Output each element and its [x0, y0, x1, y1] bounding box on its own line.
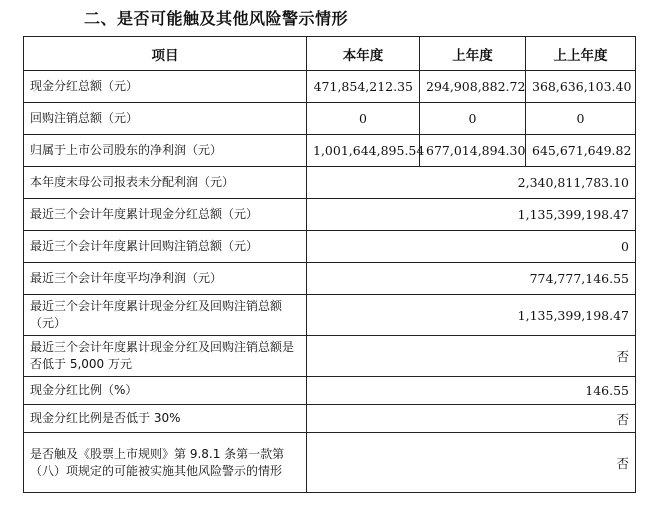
- table-row: [24, 199, 636, 231]
- cell-current-year: 0: [307, 103, 420, 135]
- table-row: [24, 295, 636, 336]
- row-label: 现金分红比例是否低于 30%: [24, 405, 307, 433]
- risk-warning-table: [23, 36, 636, 493]
- row-label: 是否触及《股票上市规则》第 9.8.1 条第一款第（八）项规定的可能被实施其他风险警示的情形: [24, 433, 307, 493]
- cell-current-year: 471,854,212.35: [307, 71, 420, 103]
- header-two-years-ago: 上上年度: [526, 37, 636, 71]
- row-label: 最近三个会计年度累计现金分红及回购注销总额是否低于 5,000 万元: [24, 336, 307, 377]
- table-row: [24, 231, 636, 263]
- table-row: [24, 377, 636, 405]
- row-value: 否: [307, 433, 636, 493]
- table-row: [24, 263, 636, 295]
- row-value: 1,135,399,198.47: [307, 199, 636, 231]
- row-value: 0: [307, 231, 636, 263]
- row-value: 否: [307, 405, 636, 433]
- table-header-row: [24, 37, 636, 71]
- table-row: [24, 405, 636, 433]
- row-label: 现金分红总额（元）: [24, 71, 307, 103]
- header-item: 项目: [24, 37, 307, 71]
- row-value: 774,777,146.55: [307, 263, 636, 295]
- table-row: [24, 135, 636, 167]
- row-label: 归属于上市公司股东的净利润（元）: [24, 135, 307, 167]
- cell-previous-year: 0: [420, 103, 526, 135]
- cell-previous-year: 294,908,882.72: [420, 71, 526, 103]
- row-value: 否: [307, 336, 636, 377]
- row-value: 1,135,399,198.47: [307, 295, 636, 336]
- table-row: [24, 167, 636, 199]
- row-label: 最近三个会计年度累计现金分红总额（元）: [24, 199, 307, 231]
- row-label: 最近三个会计年度平均净利润（元）: [24, 263, 307, 295]
- cell-two-years-ago: 368,636,103.40: [526, 71, 636, 103]
- row-label: 最近三个会计年度累计回购注销总额（元）: [24, 231, 307, 263]
- table-row: [24, 336, 636, 377]
- cell-two-years-ago: 645,671,649.82: [526, 135, 636, 167]
- cell-two-years-ago: 0: [526, 103, 636, 135]
- row-label: 本年度末母公司报表未分配利润（元）: [24, 167, 307, 199]
- header-current-year: 本年度: [307, 37, 420, 71]
- row-label: 回购注销总额（元）: [24, 103, 307, 135]
- header-previous-year: 上年度: [420, 37, 526, 71]
- table-row: [24, 433, 636, 493]
- row-value: 146.55: [307, 377, 636, 405]
- section-title: 二、是否可能触及其他风险警示情形: [84, 9, 349, 28]
- table-row: [24, 71, 636, 103]
- row-label: 最近三个会计年度累计现金分红及回购注销总额（元）: [24, 295, 307, 336]
- cell-current-year: 1,001,644,895.54: [307, 135, 420, 167]
- row-label: 现金分红比例（%）: [24, 377, 307, 405]
- table-row: [24, 103, 636, 135]
- row-value: 2,340,811,783.10: [307, 167, 636, 199]
- cell-previous-year: 677,014,894.30: [420, 135, 526, 167]
